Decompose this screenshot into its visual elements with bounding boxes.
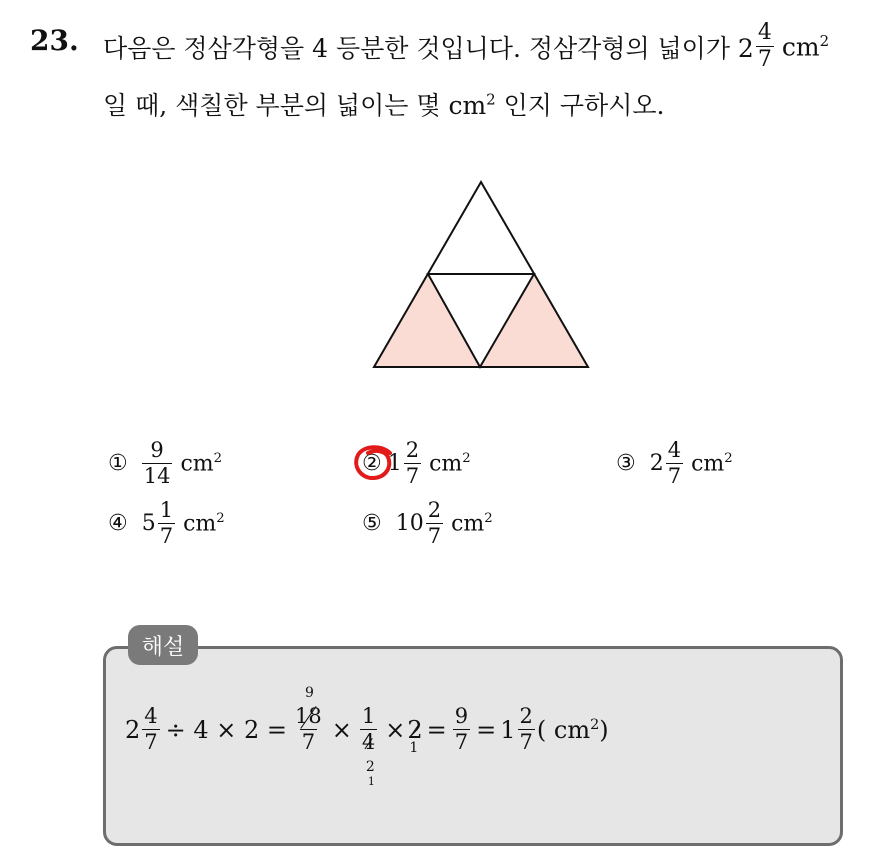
question-line-2 (103, 86, 664, 122)
eq-frac-1-den: 7 (301, 730, 316, 754)
choice-3-whole: 2 (649, 451, 664, 476)
solution-tab: 해설 (128, 625, 198, 665)
choice-2-mark: ② (362, 451, 382, 476)
choice-1-unit: $cm^2$ (180, 450, 223, 477)
eq-divide: ÷ 4 × 2 = (165, 715, 288, 744)
question-text-1: 다음은 정삼각형을 4 등분한 것입니다. 정삼각형의 넓이가 2 (103, 33, 754, 63)
choice-5[interactable] (362, 500, 493, 547)
shaded-left-triangle (374, 274, 480, 367)
choice-3[interactable] (616, 440, 733, 487)
eq-frac-2-cancel-a: 2 (365, 759, 375, 775)
choice-1[interactable] (108, 440, 222, 487)
choice-5-unit: $cm^2$ (451, 510, 493, 537)
choice-3-mark: ③ (616, 451, 636, 476)
eq-two-value: 2 (407, 715, 423, 744)
area-fraction (756, 22, 774, 71)
choice-1-mark: ① (108, 451, 128, 476)
area-fraction-den: 7 (757, 47, 772, 72)
choice-2-whole: 1 (387, 451, 402, 476)
eq-result-whole: 1 (500, 715, 516, 744)
question-text-2a: 일 때, 색칠한 부분의 넓이는 몇 (103, 91, 449, 120)
eq-unit: ( $cm^2$) (536, 715, 609, 744)
area-fraction-num: 4 (757, 20, 772, 45)
answer-circle-marker (352, 443, 398, 483)
choice-3-fraction: $\frac{4}{7}$ (667, 438, 682, 488)
question-number: 23. (30, 24, 79, 57)
eq-times-2: × (385, 715, 406, 744)
unit-cm-2: $cm^2$ (448, 90, 496, 120)
eq-frac-1-num: 18 (295, 704, 322, 728)
eq-frac-2-num: 1 (361, 704, 376, 728)
choice-4-whole: 5 (141, 511, 156, 536)
unit-cm: $cm^2$ (781, 31, 830, 62)
choice-1-fraction: $\frac{9}{14}$ (143, 438, 171, 488)
eq-frac-total: $\frac{4}{7}$ (144, 704, 158, 754)
eq-frac-2 (360, 704, 377, 788)
choice-5-mark: ⑤ (362, 511, 382, 536)
eq-whole: 2 (125, 715, 141, 744)
choice-2-unit: $cm^2$ (429, 450, 471, 477)
eq-equals: = (426, 715, 447, 744)
choice-4-fraction: $\frac{1}{7}$ (159, 498, 174, 548)
choice-4[interactable] (108, 500, 225, 547)
question-line-1 (103, 22, 829, 71)
eq-equals-2: = (476, 715, 497, 744)
eq-two-cancel: 1 (409, 739, 419, 756)
triangle-figure (370, 178, 594, 372)
shaded-right-triangle (480, 274, 588, 367)
choice-4-unit: $cm^2$ (183, 510, 225, 537)
eq-frac-1-cancel: 9 (305, 685, 314, 701)
choice-4-mark: ④ (108, 511, 128, 536)
question-text-2b: 인지 구하시오. (495, 91, 665, 120)
eq-frac-2-cancel-b: 1 (367, 775, 375, 788)
eq-two (407, 715, 423, 756)
choice-3-unit: $cm^2$ (691, 450, 733, 477)
eq-frac-1 (293, 685, 324, 754)
choice-5-fraction: $\frac{2}{7}$ (427, 498, 442, 548)
choice-5-whole: 10 (395, 511, 424, 536)
eq-result-frac: $\frac{2}{7}$ (519, 704, 533, 754)
eq-frac-3: $\frac{9}{7}$ (454, 704, 469, 754)
solution-equation (125, 685, 609, 788)
eq-frac-2-den: 4 (361, 730, 376, 754)
choice-2-fraction: $\frac{2}{7}$ (405, 438, 420, 488)
eq-times: × (331, 715, 352, 744)
